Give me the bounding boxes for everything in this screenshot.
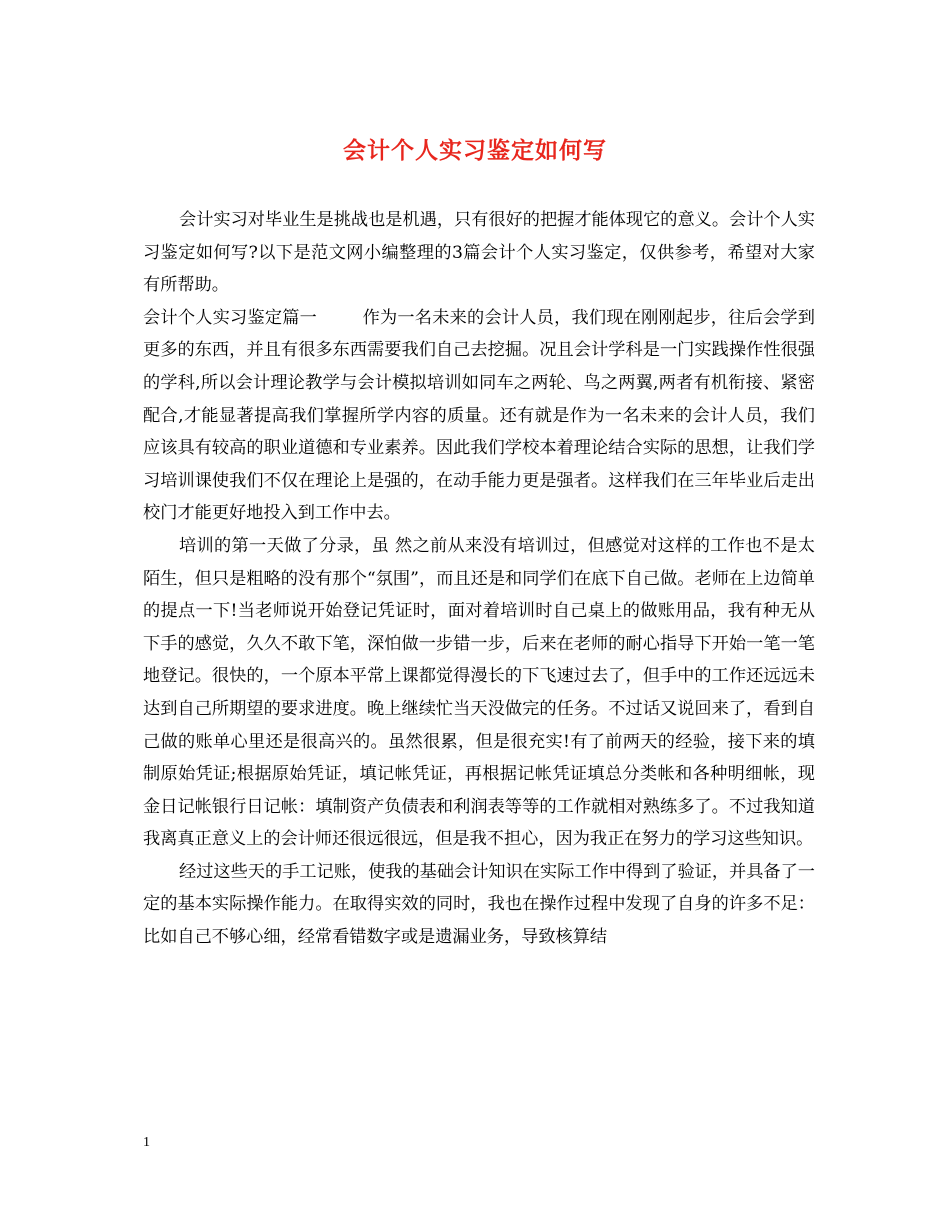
paragraph-2: 培训的第一天做了分录，虽 然之前从来没有培训过，但感觉对这样的工作也不是太陌生，但只是粗略的没有那个“氛围”，而且还是和同学们在底下自己做。老师在上边简单的提点一下!当老师说开始登记凭证时，面对着培训时自己桌上的做账用品，我有种无从下手的感觉，久久不敢下笔，深怕做一步错一步，后来在老师的耐心指导下开始一笔一笔地登记。很快的，一个原本平常上课都觉得漫长的下飞速过去了，但手中的工作还远远未达到自己所期望的要求进度。晚上继续忙当天没做完的任务。不过话又说回来了，看到自己做的账单心里还是很高兴的。虽然很累，但是很充实!有了前两天的经验，接下来的填制原始凭证;根据原始凭证，填记帐凭证，再根据记帐凭证填总分类帐和各种明细帐，现金日记帐银行日记帐：填制资产负债表和利润表等等的工作就相对熟练多了。不过我知道我离真正意义上的会计师还很远很远，但是我不担心，因为我正在努力的学习这些知识。 [143,535,815,850]
heading-gap [317,308,362,328]
section-first-paragraph: 作为一名未来的会计人员，我们现在刚刚起步，往后会学到更多的东西，并且有很多东西需要我们自己去挖掘。况且会计学科是一门实践操作性很强的学科,所以会计理论教学与会计模拟培训如同车之两轮、鸟之两翼,两者有机衔接、紧密配合,才能显著提高我们掌握所学内容的质量。还有就是作为一名未来的会计人员，我们应该具有较高的职业道德和专业素养。因此我们学校本着理论结合实际的思想，让我们学习培训课使我们不仅在理论上是强的，在动手能力更是强者。这样我们在三年毕业后走出校门才能更好地投入到工作中去。 [143,307,815,524]
section-heading: 会计个人实习鉴定篇一 [143,307,318,328]
document-title: 会计个人实习鉴定如何写 [343,137,607,164]
page-number: 1 [143,1135,150,1150]
section-paragraph [143,302,815,530]
intro-paragraph: 会计实习对毕业生是挑战也是机遇，只有很好的把握才能体现它的意义。会计个人实习鉴定如何写?以下是范文网小编整理的3篇会计个人实习鉴定，仅供参考，希望对大家有所帮助。 [143,210,815,296]
document-body [143,204,815,954]
paragraph-3: 经过这些天的手工记账，使我的基础会计知识在实际工作中得到了验证，并具备了一定的基本实际操作能力。在取得实效的同时，我也在操作过程中发现了自身的许多不足：比如自己不够心细，经常看错数字或是遗漏业务，导致核算结 [143,861,815,948]
